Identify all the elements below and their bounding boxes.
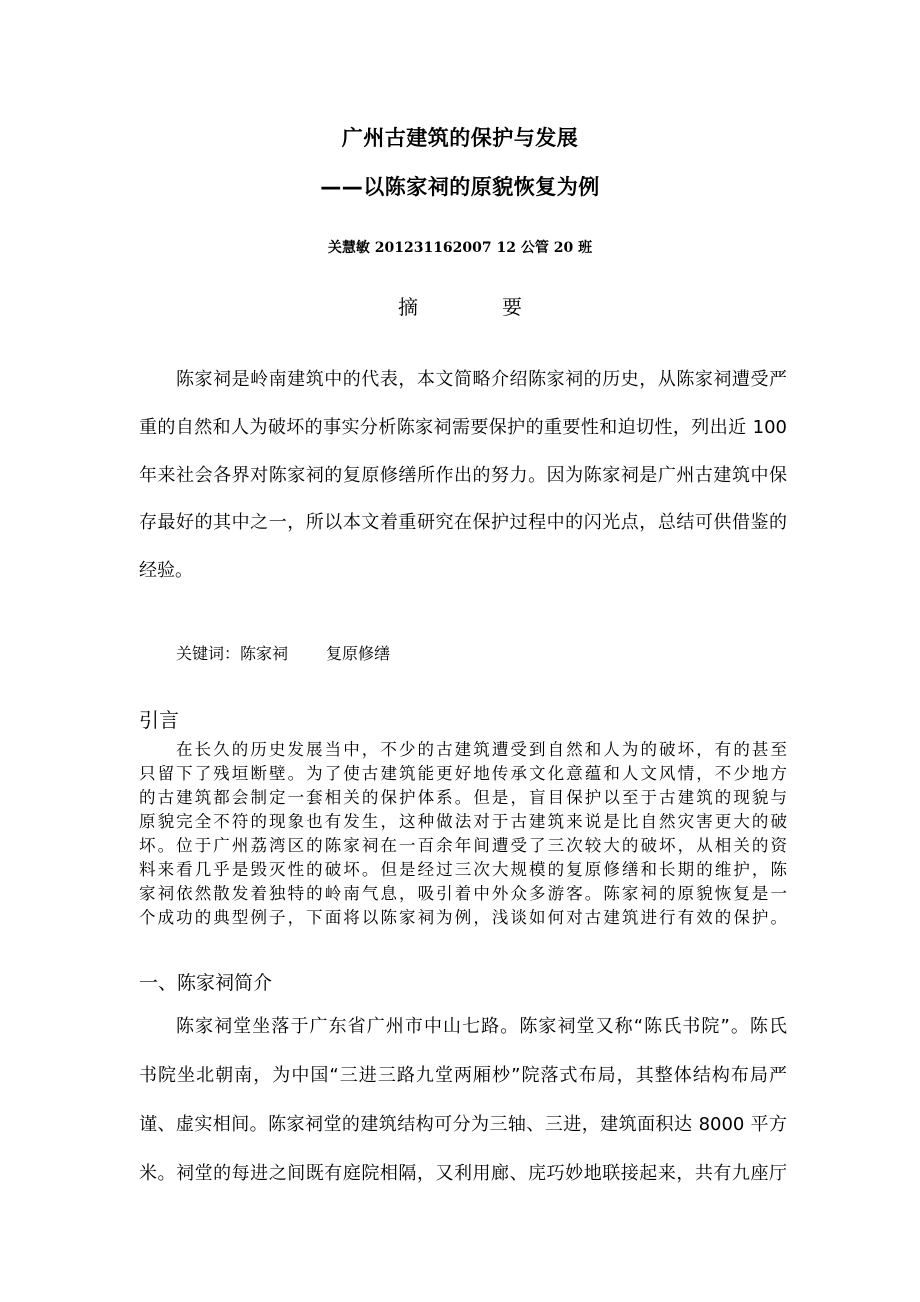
abstract-heading-left: 摘 [398, 295, 418, 319]
section-line: 米。祠堂的每进之间既有庭院相隔，又利用廊、庑巧妙地联接起来，共有九座厅 [139, 1163, 787, 1184]
intro-line: 在长久的历史发展当中，不少的古建筑遭受到自然和人为的破坏，有的甚至 [176, 740, 787, 759]
page-subtitle: ——以陈家祠的原貌恢复为例 [320, 175, 600, 199]
intro-line: 家祠依然散发着独特的岭南气息，吸引着中外众多游客。陈家祠的原貌恢复是一 [139, 884, 787, 903]
abstract-line: 陈家祠是岭南建筑中的代表，本文简略介绍陈家祠的历史，从陈家祠遭受严 [176, 369, 787, 390]
intro-line: 的古建筑都会制定一套相关的保护体系。但是，盲目保护以至于古建筑的现貌与 [139, 788, 787, 807]
section-line: 书院坐北朝南，为中国“三进三路九堂两厢杪”院落式布局，其整体结构布局严 [139, 1065, 787, 1086]
keyword-item: 复原修缮 [326, 644, 391, 663]
page-title: 广州古建筑的保护与发展 [341, 126, 579, 150]
intro-line: 原貌完全不符的现象也有发生，这种做法对于古建筑来说是比自然灾害更大的破 [139, 812, 787, 831]
section-line: 谨、虚实相间。陈家祠堂的建筑结构可分为三轴、三进，建筑面积达 8000 平方 [139, 1114, 787, 1135]
intro-line: 只留下了残垣断壁。为了使古建筑能更好地传承文化意蕴和人文风情，不少地方 [139, 764, 787, 783]
abstract-heading-right: 要 [502, 295, 522, 319]
author-line: 关慧敏 201231162007 12 公管 20 班 [327, 240, 593, 256]
abstract-line: 年来社会各界对陈家祠的复原修缮所作出的努力。因为陈家祠是广州古建筑中保 [139, 465, 787, 486]
abstract-line: 存最好的其中之一，所以本文着重研究在保护过程中的闪光点，总结可供借鉴的 [139, 512, 787, 533]
intro-line: 坏。位于广州荔湾区的陈家祠在一百余年间遭受了三次较大的破坏，从相关的资 [139, 836, 787, 855]
keywords [176, 641, 390, 664]
keywords-label: 关键词：陈家祠 [176, 644, 289, 663]
intro-line: 料来看几乎是毁灭性的破坏。但是经过三次大规模的复原修缮和长期的维护，陈 [139, 860, 787, 879]
abstract-line: 经验。 [139, 560, 193, 581]
section-heading: 一、陈家祠简介 [139, 972, 273, 994]
intro-heading: 引言 [139, 708, 179, 732]
abstract-line: 重的自然和人为破坏的事实分析陈家祠需要保护的重要性和迫切性，列出近 100 [139, 417, 787, 438]
intro-line: 个成功的典型例子，下面将以陈家祠为例，浅谈如何对古建筑进行有效的保护。 [139, 908, 787, 927]
section-line: 陈家祠堂坐落于广东省广州市中山七路。陈家祠堂又称“陈氏书院”。陈氏 [176, 1016, 787, 1037]
abstract-heading [0, 291, 920, 320]
